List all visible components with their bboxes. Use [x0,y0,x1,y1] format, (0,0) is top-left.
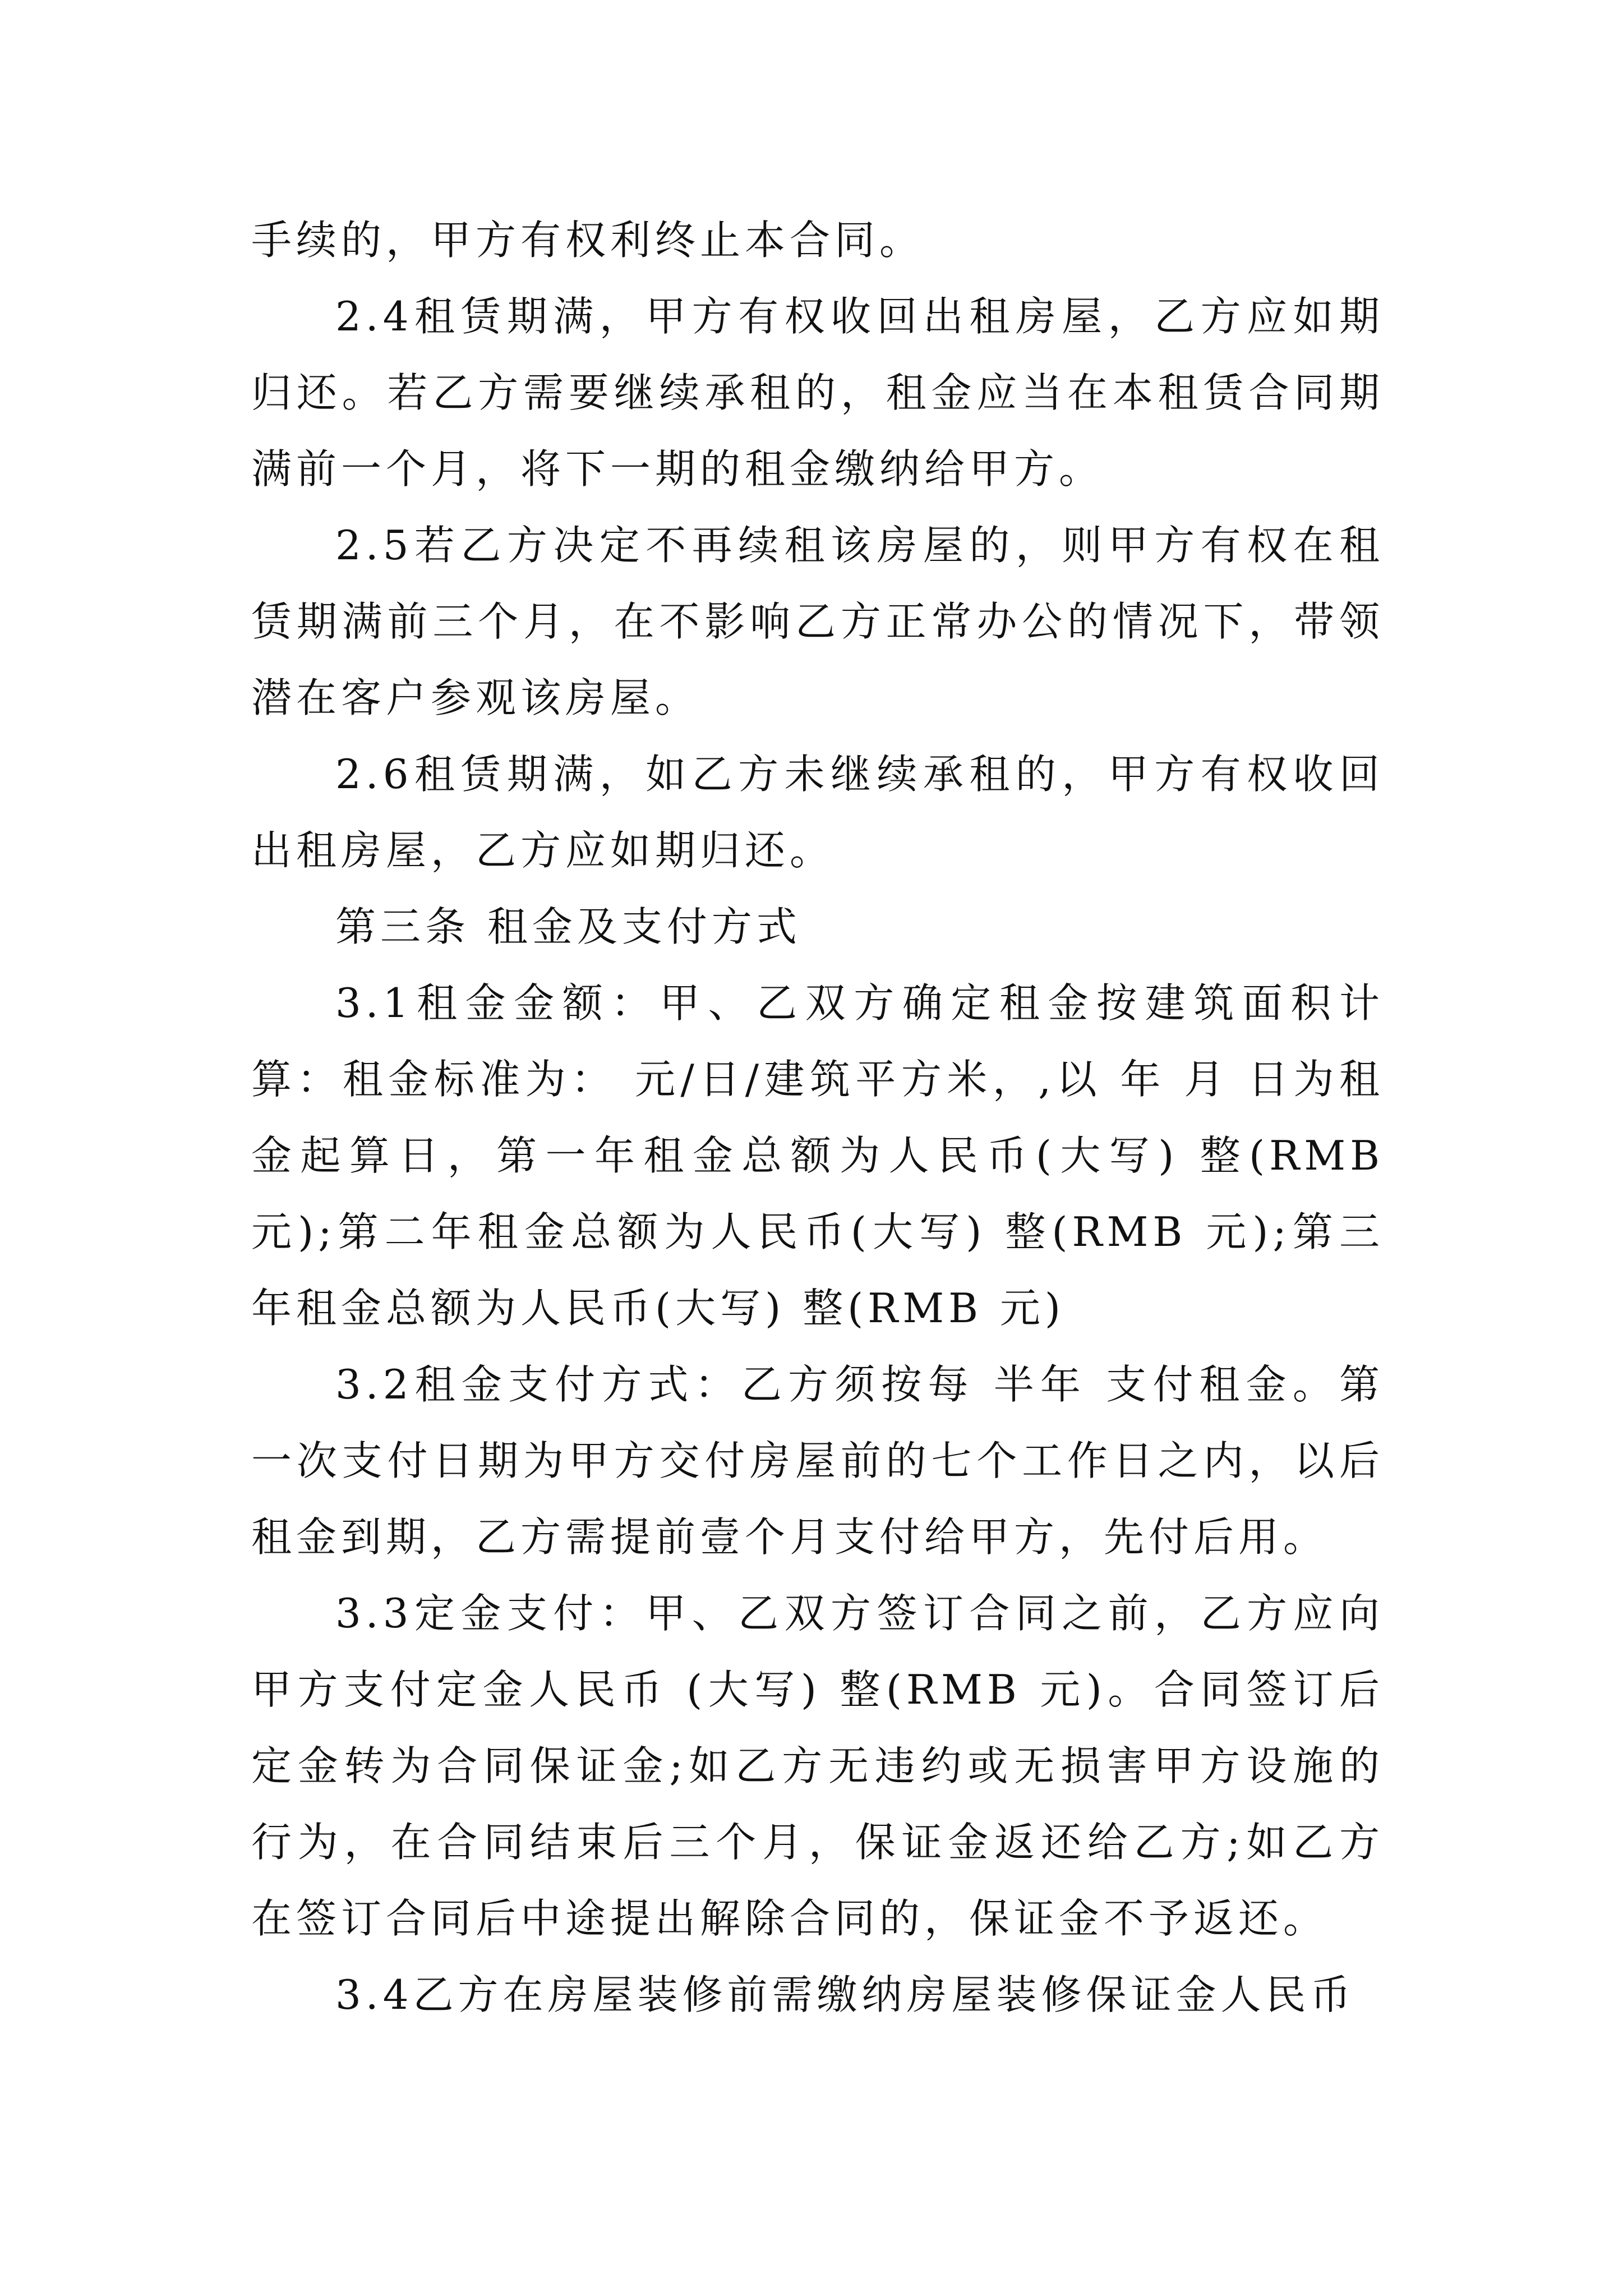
clause-2-4: 2.4租赁期满，甲方有权收回出租房屋，乙方应如期归还。若乙方需要继续承租的，租金应当在本租赁合同期满前一个月，将下一期的租金缴纳给甲方。 [251,293,1384,493]
clause-3-1: 3.1租金金额：甲、乙双方确定租金按建筑面积计算：租金标准为： 元/日/建筑平方米，,以 年 月 日为租金起算日，第一年租金总额为人民币(大写) 整(RMB 元);第二年租金总额为人民币(大写) 整(RMB 元);第三年租金总额为人民币(大写) 整(RMB 元) [251,979,1384,1332]
clause-3-4: 3.4乙方在房屋装修前需缴纳房屋装修保证金人民币 [335,1971,1355,2018]
clause-3-2: 3.2租金支付方式：乙方须按每 半年 支付租金。第一次支付日期为甲方交付房屋前的七个工作日之内，以后租金到期，乙方需提前壹个月支付给甲方，先付后用。 [251,1361,1384,1561]
clause-2-5: 2.5若乙方决定不再续租该房屋的，则甲方有权在租赁期满前三个月，在不影响乙方正常办公的情况下，带领潜在客户参观该房屋。 [251,522,1384,721]
contract-body [251,202,1384,2033]
clause-2-6: 2.6租赁期满，如乙方未继续承租的，甲方有权收回出租房屋，乙方应如期归还。 [251,751,1384,874]
clause-3-3: 3.3定金支付：甲、乙双方签订合同之前，乙方应向甲方支付定金人民币 (大写) 整(RMB 元)。合同签订后定金转为合同保证金;如乙方无违约或无损害甲方设施的行为，在合同结束后三个月，保证金返还给乙方;如乙方在签订合同后中途提出解除合同的，保证金不予返还。 [251,1590,1384,1942]
paragraph-continuation: 手续的，甲方有权利终止本合同。 [251,217,925,264]
article-3-heading: 第三条 租金及支付方式 [335,903,801,950]
